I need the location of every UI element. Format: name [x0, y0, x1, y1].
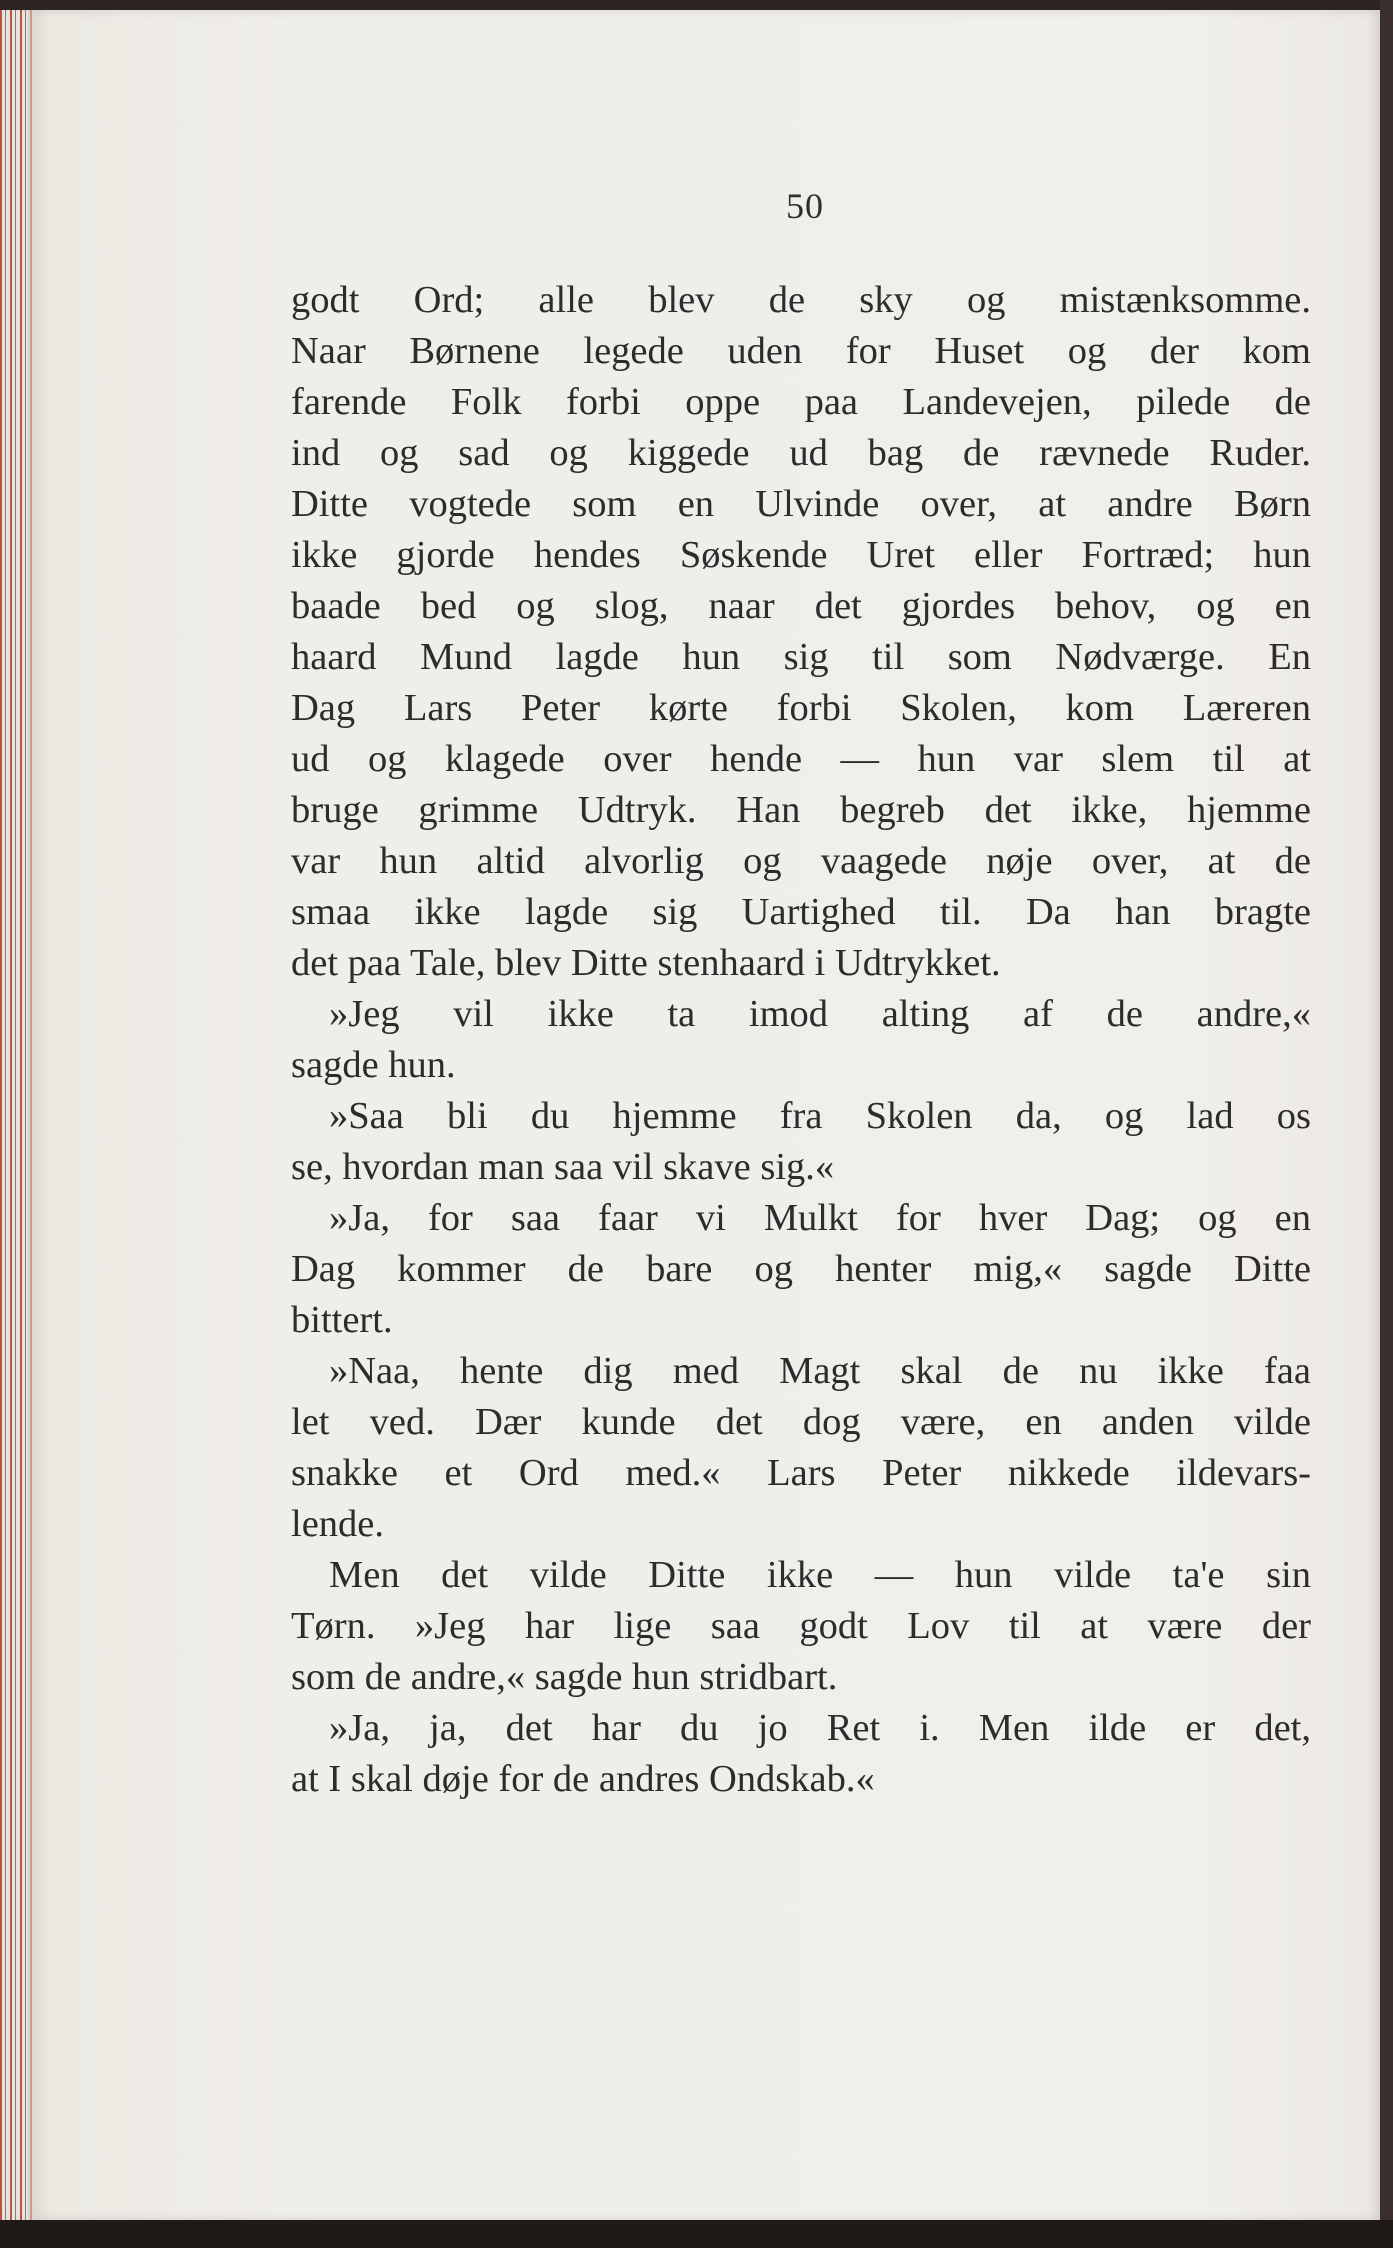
gutter-shade	[28, 10, 48, 2220]
text-line: ikke gjorde hendes Søskende Uret eller Fortræd; hun	[291, 534, 1311, 576]
scan-bottom-edge	[0, 2220, 1393, 2248]
text-line: »Ja, for saa faar vi Mulkt for hver Dag; og en	[329, 1197, 1311, 1239]
text-line: let ved. Dær kunde det dog være, en anden vilde	[291, 1401, 1311, 1443]
text-line: Men det vilde Ditte ikke — hun vilde ta'e sin	[329, 1554, 1311, 1596]
text-line: Dag Lars Peter kørte forbi Skolen, kom Læreren	[291, 687, 1311, 729]
text-line: bruge grimme Udtryk. Han begreb det ikke, hjemme	[291, 789, 1311, 831]
body-text	[291, 275, 1311, 1805]
text-line: det paa Tale, blev Ditte stenhaard i Udtrykket.	[291, 942, 1001, 984]
text-line: Naar Børnene legede uden for Huset og der kom	[291, 330, 1311, 372]
text-line: som de andre,« sagde hun stridbart.	[291, 1656, 838, 1698]
text-line: at I skal døje for de andres Ondskab.«	[291, 1758, 875, 1800]
text-line: »Saa bli du hjemme fra Skolen da, og lad os	[329, 1095, 1311, 1137]
text-line: smaa ikke lagde sig Uartighed til. Da han bragte	[291, 891, 1311, 933]
text-line: Ditte vogtede som en Ulvinde over, at andre Børn	[291, 483, 1311, 525]
text-line: ud og klagede over hende — hun var slem til at	[291, 738, 1311, 780]
text-line: Dag kommer de bare og henter mig,« sagde Ditte	[291, 1248, 1311, 1290]
text-line: godt Ord; alle blev de sky og mistænksomme.	[291, 279, 1311, 321]
text-line: baade bed og slog, naar det gjordes behov, og en	[291, 585, 1311, 627]
page-number: 50	[786, 186, 824, 226]
text-line: var hun altid alvorlig og vaagede nøje over, at de	[291, 840, 1311, 882]
text-line: ind og sad og kiggede ud bag de rævnede Ruder.	[291, 432, 1311, 474]
text-line: »Naa, hente dig med Magt skal de nu ikke faa	[329, 1350, 1311, 1392]
text-line: sagde hun.	[291, 1044, 456, 1086]
text-line: snakke et Ord med.« Lars Peter nikkede ildevars-	[291, 1452, 1311, 1494]
text-line: »Jeg vil ikke ta imod alting af de andre,«	[329, 993, 1311, 1035]
text-line: farende Folk forbi oppe paa Landevejen, pilede de	[291, 381, 1311, 423]
scan-right-edge	[1380, 0, 1393, 2248]
text-line: bittert.	[291, 1299, 393, 1341]
text-line: Tørn. »Jeg har lige saa godt Lov til at være der	[291, 1605, 1311, 1647]
text-line: haard Mund lagde hun sig til som Nødværge. En	[291, 636, 1311, 678]
text-line: lende.	[291, 1503, 384, 1545]
text-line: se, hvordan man saa vil skave sig.«	[291, 1146, 835, 1188]
text-line: »Ja, ja, det har du jo Ret i. Men ilde er det,	[329, 1707, 1311, 1749]
